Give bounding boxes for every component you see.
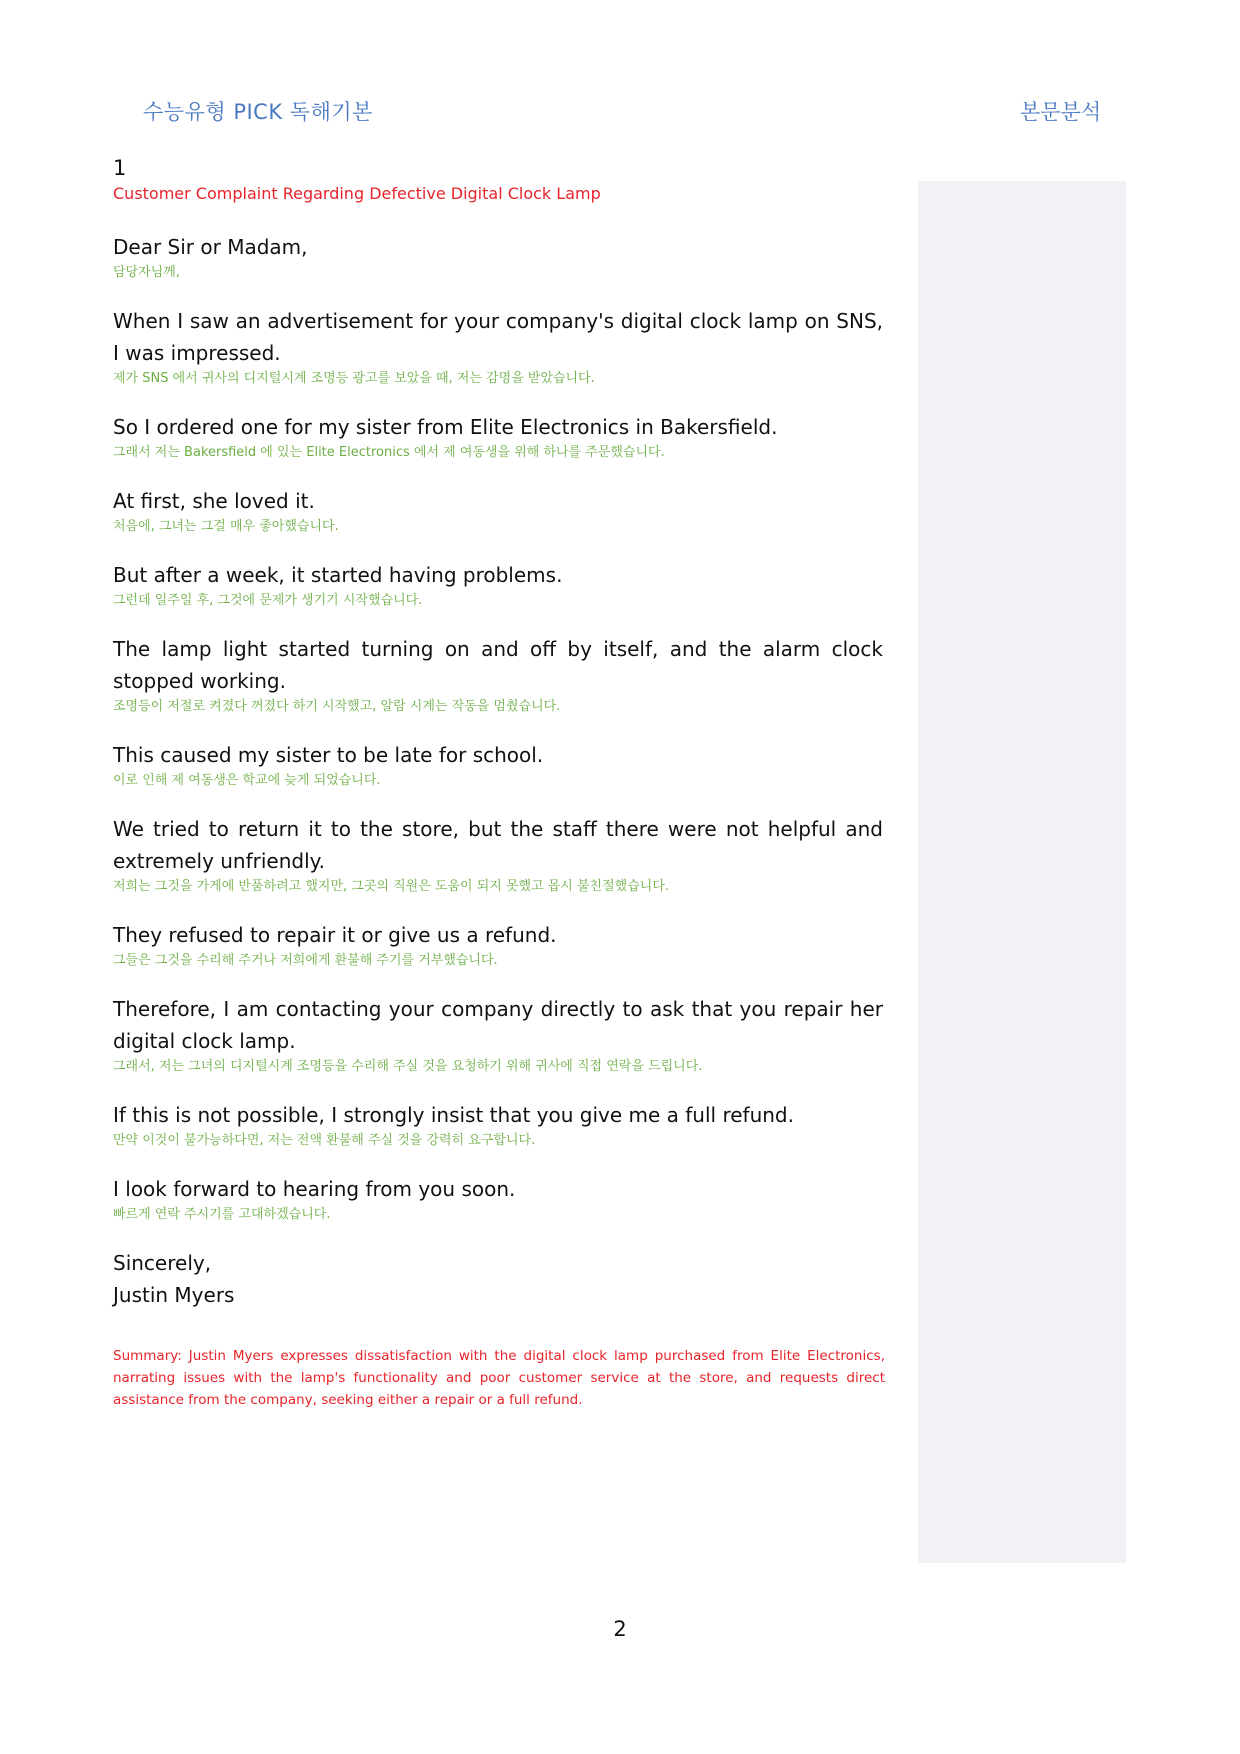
korean-translation: 제가 SNS 에서 귀사의 디지털시계 조명등 광고를 보았을 때, 저는 감명을 받았습니다. bbox=[113, 371, 595, 386]
english-sentence: Therefore, I am contacting your company directly to ask that you repair her digital clock lamp. bbox=[113, 997, 883, 1053]
passage-paragraph bbox=[113, 919, 883, 971]
english-sentence: The lamp light started turning on and off by itself, and the alarm clock stopped working. bbox=[113, 637, 883, 693]
korean-translation: 이로 인해 제 여동생은 학교에 늦게 되었습니다. bbox=[113, 773, 381, 788]
header-title: 수능유형 PICK 독해기본 bbox=[143, 100, 373, 124]
passage-paragraph bbox=[113, 559, 883, 611]
closing-salutation: Sincerely, bbox=[113, 1251, 212, 1275]
english-sentence: I look forward to hearing from you soon. bbox=[113, 1177, 516, 1201]
english-sentence: When I saw an advertisement for your company's digital clock lamp on SNS, I was impressed. bbox=[113, 309, 883, 365]
passage-paragraph bbox=[113, 411, 883, 463]
passage-paragraph bbox=[113, 1173, 883, 1225]
korean-translation: 만약 이것이 불가능하다면, 저는 전액 환불해 주실 것을 강력히 요구합니다. bbox=[113, 1133, 536, 1148]
passage-paragraph bbox=[113, 305, 883, 389]
korean-translation: 담당자님께, bbox=[113, 265, 180, 280]
passage-paragraph bbox=[113, 1099, 883, 1151]
question-number: 1 bbox=[113, 156, 127, 180]
page-number: 2 bbox=[613, 1617, 627, 1641]
passage-summary: Summary: Justin Myers expresses dissatisfaction with the digital clock lamp purchased from Elite Electronics, narrating issues with the lamp's functionality and poor customer service at the store, and requests direct assistance from the company, seeking either a repair or a full refund. bbox=[113, 1348, 885, 1408]
english-sentence: At first, she loved it. bbox=[113, 489, 315, 513]
passage-paragraph bbox=[113, 231, 883, 283]
korean-translation: 빠르게 연락 주시기를 고대하겠습니다. bbox=[113, 1207, 331, 1222]
english-sentence: But after a week, it started having problems. bbox=[113, 563, 563, 587]
korean-translation: 그런데 일주일 후, 그것에 문제가 생기기 시작했습니다. bbox=[113, 593, 423, 608]
korean-translation: 저희는 그것을 가게에 반품하려고 했지만, 그곳의 직원은 도움이 되지 못했고 몹시 불친절했습니다. bbox=[113, 879, 670, 894]
passage-paragraph bbox=[113, 633, 883, 717]
header-section-label: 본문분석 bbox=[1020, 100, 1102, 124]
korean-translation: 그들은 그것을 수리해 주거나 저희에게 환불해 주기를 거부했습니다. bbox=[113, 953, 498, 968]
korean-translation: 조명등이 저절로 켜졌다 꺼졌다 하기 시작했고, 알람 시계는 작동을 멈췄습니다. bbox=[113, 699, 561, 714]
korean-translation: 그래서, 저는 그녀의 디지털시계 조명등을 수리해 주실 것을 요청하기 위해 귀사에 직접 연락을 드립니다. bbox=[113, 1059, 703, 1074]
passage-content bbox=[113, 155, 883, 1411]
passage-paragraph bbox=[113, 993, 883, 1077]
passage-paragraph bbox=[113, 739, 883, 791]
passage-title: Customer Complaint Regarding Defective Digital Clock Lamp bbox=[113, 184, 601, 203]
english-sentence: This caused my sister to be late for school. bbox=[113, 743, 544, 767]
english-sentence: So I ordered one for my sister from Elite Electronics in Bakersfield. bbox=[113, 415, 778, 439]
korean-translation: 그래서 저는 Bakersfield 에 있는 Elite Electronics 에서 제 여동생을 위해 하나를 주문했습니다. bbox=[113, 445, 665, 460]
passage-paragraph bbox=[113, 813, 883, 897]
signature-name: Justin Myers bbox=[113, 1283, 235, 1307]
english-sentence: Dear Sir or Madam, bbox=[113, 235, 308, 259]
letter-closing bbox=[113, 1247, 883, 1311]
english-sentence: They refused to repair it or give us a refund. bbox=[113, 923, 557, 947]
side-notes-panel bbox=[918, 181, 1126, 1563]
english-sentence: If this is not possible, I strongly insist that you give me a full refund. bbox=[113, 1103, 794, 1127]
passage-paragraph bbox=[113, 485, 883, 537]
korean-translation: 처음에, 그녀는 그걸 매우 좋아했습니다. bbox=[113, 519, 339, 534]
english-sentence: We tried to return it to the store, but the staff there were not helpful and extremely unfriendly. bbox=[113, 817, 883, 873]
